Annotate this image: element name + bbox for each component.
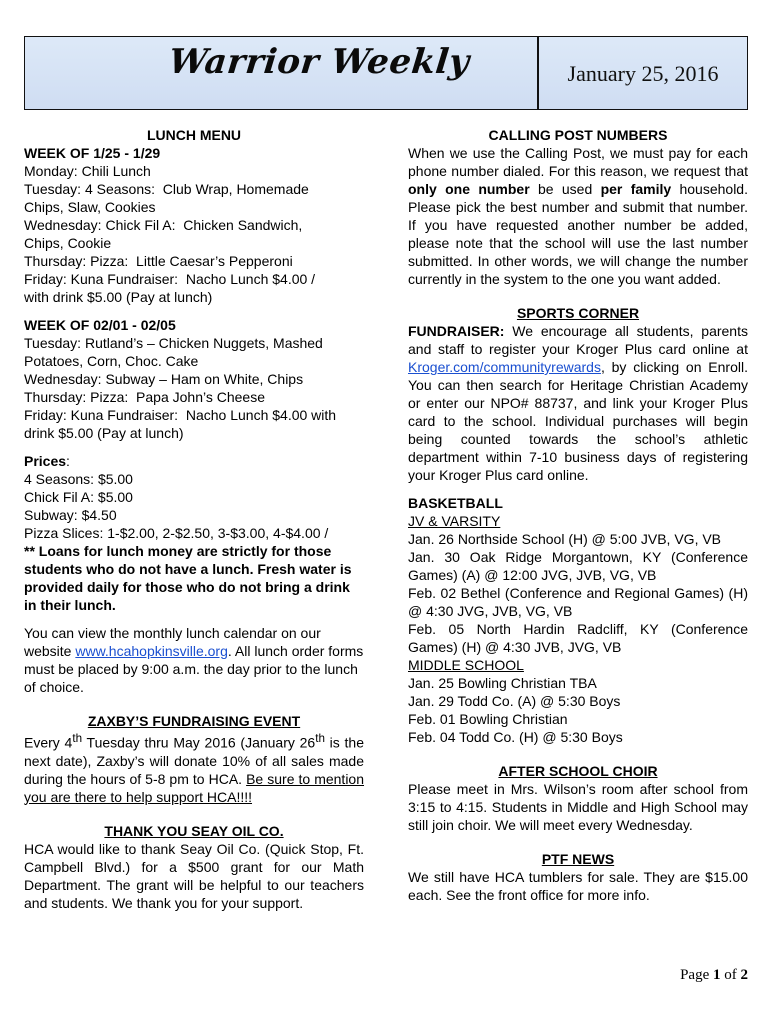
basketball-heading: BASKETBALL: [408, 495, 503, 511]
sports-corner-heading: SPORTS CORNER: [516, 305, 640, 321]
fundraiser-paragraph: [408, 322, 748, 484]
zaxby-text: Tuesday thru May 2016 (January 26: [82, 734, 316, 751]
newsletter-header: [24, 36, 748, 110]
jv-varsity-label: JV & VARSITY: [408, 513, 501, 529]
calendar-paragraph: [24, 624, 364, 696]
menu-line: Thursday: Pizza: Little Caesar’s Pepperoni: [24, 253, 293, 269]
game-item: Feb. 04 Todd Co. (H) @ 5:30 Boys: [408, 729, 623, 745]
price-line: 4 Seasons: $5.00: [24, 471, 133, 487]
page-word: Page: [680, 967, 713, 983]
prices-heading: [24, 452, 364, 470]
prices-list: [24, 470, 364, 542]
price-line: Pizza Slices: 1-$2.00, 2-$2.50, 3-$3.00, 4-$4.00 /: [24, 525, 329, 541]
ptf-paragraph: We still have HCA tumblers for sale. They are $15.00 each. See the front office for more info.: [408, 869, 748, 903]
menu-line: Wednesday: Chick Fil A: Chicken Sandwich,: [24, 217, 303, 233]
calendar-text: You can view the monthly lunch calendar on our website: [24, 625, 321, 659]
menu-line: Tuesday: Rutland’s – Chicken Nuggets, Mashed: [24, 335, 323, 351]
left-column: [24, 126, 364, 912]
menu-line: Monday: Chili Lunch: [24, 163, 151, 179]
choir-heading: AFTER SCHOOL CHOIR: [498, 763, 658, 779]
zaxby-callout: Be sure to mention you are there to help support HCA!!!!: [24, 770, 365, 805]
middle-school-label: MIDDLE SCHOOL: [408, 657, 524, 673]
week2-heading: WEEK OF 02/01 - 02/05: [24, 317, 176, 333]
page-of: of: [720, 967, 741, 983]
zaxby-text: Every 4: [24, 734, 73, 751]
calling-text: be used: [529, 181, 601, 197]
calling-post-paragraph: [408, 144, 748, 288]
issue-date: January 25, 2016: [567, 61, 719, 86]
page-total: 2: [740, 967, 748, 983]
lunch-menu-heading: LUNCH MENU: [146, 127, 242, 143]
prices-colon: :: [66, 453, 70, 469]
fundraiser-text: We encourage all students, parents and staff to register your Kroger Plus card online at: [408, 323, 748, 357]
game-item: Feb. 01 Bowling Christian: [408, 711, 568, 727]
menu-line: Thursday: Pizza: Papa John’s Cheese: [24, 389, 265, 405]
school-website-link[interactable]: www.hcahopkinsville.org: [75, 643, 228, 659]
menu-line: Wednesday: Subway – Ham on White, Chips: [24, 371, 304, 387]
ordinal-sup: th: [72, 732, 83, 745]
calling-emphasis: only one number: [408, 181, 530, 197]
calling-text: When we use the Calling Post, we must pay for each phone number dialed. For this reason, we request that: [408, 145, 748, 179]
calendar-text-end: . All lunch order forms must be placed by 9:00 a.m. the day prior to the lunch of choice.: [24, 643, 364, 695]
kroger-link[interactable]: Kroger.com/communityrewards: [408, 359, 601, 375]
page-number: [680, 966, 748, 984]
title-cell: [25, 37, 537, 109]
fundraiser-text-end: , by clicking on Enroll. You can then search for Heritage Christian Academy or enter our NPO# 88737, and link your Kroger Plus card to the school. Individual purchases will begin being counted towards the school’s athletic department within 7-10 business days of registering your Kroger Plus card online.: [408, 359, 748, 483]
game-item: Jan. 30 Oak Ridge Morgantown, KY (Conference Games) (A) @ 12:00 JVG, JVB, VG, VB: [408, 549, 748, 583]
menu-line: Chips, Slaw, Cookies: [24, 199, 156, 215]
menu-line: Chips, Cookie: [24, 235, 112, 251]
menu-line: with drink $5.00 (Pay at lunch): [24, 289, 213, 305]
price-line: Chick Fil A: $5.00: [24, 489, 133, 505]
right-column: [408, 126, 748, 904]
calling-emphasis: per family: [600, 181, 672, 197]
menu-line: Friday: Kuna Fundraiser: Nacho Lunch $4.00 with: [24, 407, 337, 423]
menu-line: Tuesday: 4 Seasons: Club Wrap, Homemade: [24, 181, 309, 197]
menu-line: Potatoes, Corn, Choc. Cake: [24, 353, 199, 369]
ordinal-sup: th: [315, 732, 325, 745]
price-line: Subway: $4.50: [24, 507, 117, 523]
loans-note: ** Loans for lunch money are strictly for those students who do not have a lunch. Fresh water is provided daily for those who do not bring a drink in their lunch.: [24, 543, 352, 613]
week1-menu: [24, 162, 364, 306]
page-current: 1: [713, 967, 721, 983]
game-item: Jan. 29 Todd Co. (A) @ 5:30 Boys: [408, 693, 621, 709]
prices-label: Prices: [24, 453, 67, 469]
week2-menu: [24, 334, 364, 442]
newsletter-title: Warrior Weekly: [166, 42, 472, 82]
zaxby-text: is the next date), Zaxby’s will donate 10% of all sales made during the hours of 5-8 pm to HCA.: [24, 734, 364, 787]
seay-paragraph: HCA would like to thank Seay Oil Co. (Quick Stop, Ft. Campbell Blvd.) for a $500 grant for our Math Department. The grant will be helpful to our teachers and students. We thank you for your support.: [24, 840, 364, 911]
menu-line: Friday: Kuna Fundraiser: Nacho Lunch $4.00 /: [24, 271, 316, 287]
game-item: Jan. 26 Northside School (H) @ 5:00 JVB, VG, VB: [408, 531, 722, 547]
game-item: Feb. 05 North Hardin Radcliff, KY (Conference Games) (H) @ 4:30 JVB, JVG, VB: [408, 621, 748, 655]
calling-text: household. Please pick the best number and submit that number. If you have requested another number be added, please note that the school will use the last number submitted. In other words, we will change the number currently in the system to the one you want added.: [408, 181, 748, 287]
game-item: Feb. 02 Bethel (Conference and Regional Games) (H) @ 4:30 JVG, JVB, VG, VB: [408, 585, 748, 619]
zaxby-paragraph: [24, 730, 364, 806]
menu-line: drink $5.00 (Pay at lunch): [24, 425, 184, 441]
week1-heading: WEEK OF 1/25 - 1/29: [24, 145, 161, 161]
zaxby-heading: ZAXBY’S FUNDRAISING EVENT: [87, 713, 301, 729]
game-item: Jan. 25 Bowling Christian TBA: [408, 675, 597, 691]
ptf-heading: PTF NEWS: [541, 851, 615, 867]
choir-paragraph: Please meet in Mrs. Wilson’s room after school from 3:15 to 4:15. Students in Middle and High School may still join choir. We will meet every Wednesday.: [408, 781, 748, 833]
seay-heading: THANK YOU SEAY OIL CO.: [104, 822, 284, 839]
fundraiser-label: FUNDRAISER:: [408, 323, 505, 339]
calling-post-heading: CALLING POST NUMBERS: [488, 127, 668, 143]
